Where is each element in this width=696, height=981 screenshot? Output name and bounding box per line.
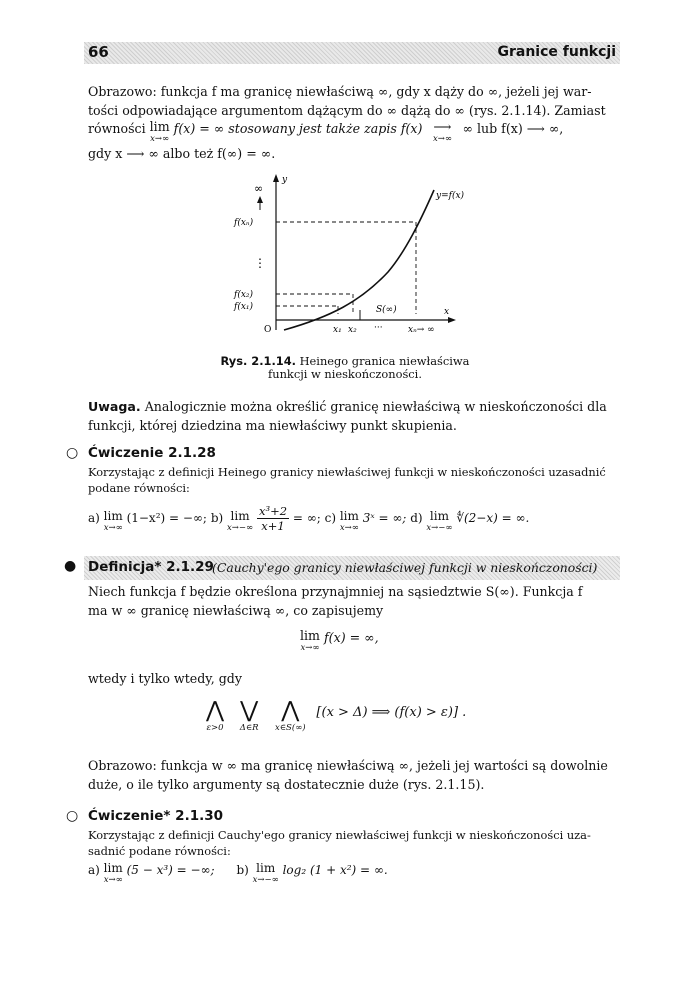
definition-title: Definicja* 2.1.29 <box>88 559 214 575</box>
tick-xn: xₙ→ ∞ <box>408 325 435 335</box>
forall-symbol: ⋀ <box>205 698 225 723</box>
definition-line-2: ma w ∞ granicę niewłaściwą ∞, co zapisujemy <box>88 603 384 618</box>
arrow-glyph: ⟶ <box>433 119 452 134</box>
lim-subscript: x→−∞ <box>227 523 254 533</box>
intro-text: f(x) = ∞ stosowany jest także zapis f(x) <box>173 121 423 136</box>
exercise-2-1-28-title: Ćwiczenie 2.1.28 <box>88 445 216 461</box>
exercise-2-1-30-line-2: sadnić podane równości: <box>88 844 231 858</box>
quantifier-subscript: ε>0 <box>206 723 224 733</box>
item-b-expr: log₂ (1 + x²) = ∞. <box>282 863 388 877</box>
forall-eps <box>200 700 230 734</box>
exercise-2-1-28-line-1: Korzystając z definicji Heinego granicy niewłaściwej funkcji w nieskończoności uzasadnić <box>88 465 606 479</box>
tends-arrow <box>426 121 458 145</box>
lim-word: lim <box>300 628 320 643</box>
intro-text: równości <box>88 121 146 136</box>
intro-line-4: gdy x ⟶ ∞ albo też f(∞) = ∞. <box>88 146 276 161</box>
item-a-expr: (5 − x³) = −∞; <box>126 863 215 877</box>
quantifier-formula <box>200 700 466 734</box>
limit-operator <box>150 121 170 145</box>
quantifier-subscript: Δ∈R <box>239 723 259 733</box>
label-fx1: f(x₁) <box>234 302 254 312</box>
exercise-2-1-30-title: Ćwiczenie* 2.1.30 <box>88 808 224 824</box>
definition-marker: ● <box>64 558 77 574</box>
definition-line-1: Niech funkcja f będzie określona przynajmniej na sąsiedztwie S(∞). Funkcja f <box>88 584 583 599</box>
exists-delta <box>234 700 264 734</box>
definition-after-2: duże, o ile tylko argumenty są dostatecznie duże (rys. 2.1.15). <box>88 777 485 792</box>
tick-x1: x₁ <box>333 325 342 335</box>
label-fxn: f(xₙ) <box>234 218 254 228</box>
forall-symbol: ⋀ <box>281 698 300 723</box>
caption-label: Rys. 2.1.14. <box>220 354 296 368</box>
limit-operator <box>426 510 452 534</box>
item-c-label: c) <box>324 511 337 525</box>
function-curve <box>284 190 434 330</box>
label-vdots: ⋮ <box>254 256 266 270</box>
intro-line-1: Obrazowo: funkcja f ma granicę niewłaściwą ∞, gdy x dąży do ∞, jeżeli jej war- <box>88 84 592 99</box>
remark-text: Analogicznie można określić granicę niewłaściwą w nieskończoności dla <box>144 399 607 414</box>
infinity-label: ∞ <box>254 182 264 195</box>
exercise-2-1-30-line-1: Korzystając z definicji Cauchy'ego granicy niewłaściwej funkcji w nieskończoności uza- <box>88 828 591 842</box>
tick-x2: x₂ <box>348 325 357 335</box>
exercise-2-1-28-line-2: podane równości: <box>88 481 190 495</box>
item-d-label: d) <box>410 511 423 525</box>
quantifier-subscript: x∈S(∞) <box>274 723 306 733</box>
limit-operator <box>340 510 359 534</box>
page-number: 66 <box>88 43 109 61</box>
intro-text: ∞ lub f(x) ⟶ ∞, <box>462 121 564 136</box>
exercise-2-1-30-formulas <box>88 862 388 886</box>
item-b-label: b) <box>236 863 249 877</box>
lim-word: lim <box>149 119 170 134</box>
lim-word: lim <box>339 509 359 523</box>
item-a-label: a) <box>88 863 100 877</box>
limit-operator <box>300 630 320 654</box>
lim-subscript: x→−∞ <box>252 875 279 885</box>
chapter-title: Granice funkcji <box>497 44 616 60</box>
item-b-fraction <box>257 504 289 533</box>
lim-subscript: x→∞ <box>150 134 170 144</box>
x-axis-label: x <box>444 307 450 317</box>
figure-caption <box>200 355 490 381</box>
lim-subscript: x→−∞ <box>426 523 453 533</box>
numerator: x³+2 <box>258 504 288 518</box>
y-axis-arrowhead <box>273 174 279 182</box>
limit-operator <box>104 862 123 886</box>
intro-line-3 <box>88 121 563 145</box>
tick-dots: ··· <box>374 323 383 333</box>
caption-text: Heinego granica niewłaściwa <box>299 354 470 368</box>
figure-2-1-14 <box>220 172 510 352</box>
x-axis-arrowhead <box>448 317 456 323</box>
definition-subtitle: (Cauchy'ego granicy niewłaściwej funkcji w nieskończoności) <box>212 560 598 575</box>
item-d-expr: ∜(2−x) = ∞. <box>456 511 530 525</box>
y-axis-label: y <box>282 175 288 185</box>
lim-word: lim <box>103 509 123 523</box>
denominator: x+1 <box>261 519 285 533</box>
arrow-subscript: x→∞ <box>432 134 452 144</box>
lim-word: lim <box>256 861 276 875</box>
lim-subscript: x→∞ <box>339 523 359 533</box>
lim-subscript: x→∞ <box>103 523 123 533</box>
lim-word: lim <box>103 861 123 875</box>
infinity-arrowhead <box>257 196 263 203</box>
page-header <box>84 42 620 64</box>
forall-x <box>268 700 312 734</box>
label-fx2: f(x₂) <box>234 290 254 300</box>
remark-line-2: funkcji, której dziedzina ma niewłaściwy punkt skupienia. <box>88 418 457 433</box>
item-a-expr: (1−x²) = −∞; <box>126 511 207 525</box>
lim-word: lim <box>230 509 250 523</box>
limit-operator <box>227 510 253 534</box>
caption-text: funkcji w nieskończoności. <box>268 367 422 381</box>
quantifier-body: [(x > Δ) ⟹ (f(x) > ε)] . <box>316 705 467 720</box>
limit-rhs: f(x) = ∞, <box>324 630 379 645</box>
lim-subscript: x→∞ <box>103 875 123 885</box>
exercise-marker: ○ <box>66 808 79 824</box>
neighbourhood-label: S(∞) <box>376 305 397 315</box>
exercise-2-1-28-formulas <box>88 500 529 534</box>
limit-operator <box>104 510 123 534</box>
exists-symbol: ⋁ <box>240 698 259 723</box>
lim-subscript: x→∞ <box>300 643 320 653</box>
item-c-expr: 3ˣ = ∞; <box>362 511 407 525</box>
lim-word: lim <box>429 509 449 523</box>
definition-display-limit <box>300 630 379 654</box>
item-b-label: b) <box>210 511 224 525</box>
remark-line-1 <box>88 398 620 417</box>
curve-label: y=f(x) <box>436 191 465 201</box>
definition-after-1: Obrazowo: funkcja w ∞ ma granicę niewłaściwą ∞, jeżeli jej wartości są dowolnie <box>88 758 608 773</box>
iff-line: wtedy i tylko wtedy, gdy <box>88 671 242 686</box>
limit-operator <box>253 862 279 886</box>
item-b-rhs: = ∞; <box>292 511 321 525</box>
remark-label: Uwaga. <box>88 399 141 414</box>
item-a-label: a) <box>88 511 100 525</box>
intro-line-2: tości odpowiadające argumentom dążącym do ∞ dążą do ∞ (rys. 2.1.14). Zamiast <box>88 103 606 118</box>
origin-label: O <box>264 325 272 335</box>
exercise-marker: ○ <box>66 445 79 461</box>
